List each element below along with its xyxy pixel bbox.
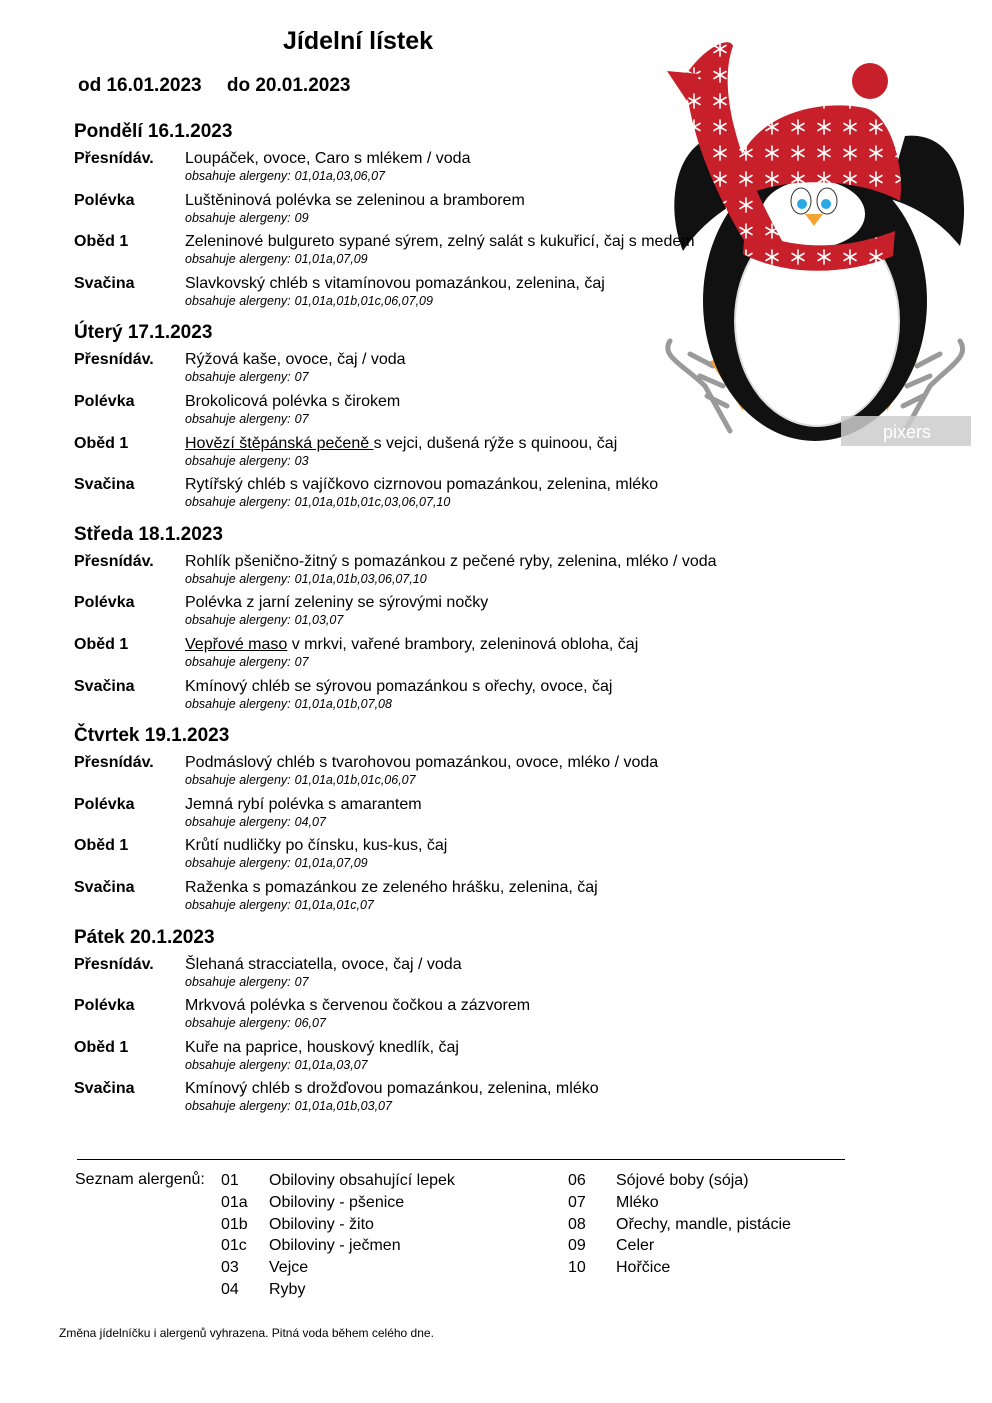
allergen-codes: 01,01a,01c,07 [294, 897, 374, 912]
meal-body [185, 1079, 834, 1121]
allergen-code: 01a [221, 1193, 248, 1211]
meal-body [185, 677, 834, 719]
meal-body [185, 635, 834, 677]
meal-type: Přesnídáv. [74, 955, 154, 973]
allergen-name: Ryby [269, 1280, 306, 1298]
meal-body [185, 795, 834, 837]
meal-type: Polévka [74, 594, 135, 612]
meal-row [74, 232, 834, 274]
meal-text: Kuře na paprice, houskový knedlík, čaj [185, 1038, 459, 1056]
divider [77, 1159, 845, 1160]
allergen-codes: 01,01a,03,07 [294, 1057, 368, 1072]
meal-body [185, 593, 834, 635]
allergen-prefix: obsahuje alergeny: [185, 814, 291, 829]
allergen-name: Celer [616, 1237, 655, 1255]
meal-row [74, 274, 834, 316]
allergen-prefix: obsahuje alergeny: [185, 897, 291, 912]
meal-text: Polévka z jarní zeleniny se sýrovými nočky [185, 594, 489, 612]
allergen-prefix: obsahuje alergeny: [185, 654, 291, 669]
meal-text: Rytířský chléb s vajíčkovo cizrnovou pomazánkou, zelenina, mléko [185, 476, 659, 494]
meal-highlight: Vepřové maso [185, 635, 288, 653]
meal-row [74, 677, 834, 719]
meal-description [185, 795, 834, 814]
meal-allergens [185, 411, 834, 427]
allergen-row [568, 1193, 791, 1215]
meal-row [74, 836, 834, 878]
allergen-name: Vejce [269, 1259, 309, 1277]
meal-row [74, 149, 834, 191]
allergen-name: Hořčice [616, 1259, 671, 1277]
allergen-prefix: obsahuje alergeny: [185, 370, 291, 385]
meal-type: Oběd 1 [74, 635, 129, 653]
allergen-codes: 01,01a,07,09 [294, 252, 368, 267]
meal-description [185, 350, 834, 369]
allergen-name: Obiloviny - žito [269, 1215, 374, 1233]
meal-type: Polévka [74, 392, 135, 410]
allergen-list-label: Seznam alergenů: [75, 1171, 205, 1188]
meal-text: Šlehaná stracciatella, ovoce, čaj / voda [185, 955, 462, 973]
meal-type: Oběd 1 [74, 837, 129, 855]
allergen-code: 06 [568, 1172, 586, 1189]
meal-description [185, 552, 834, 571]
day-section [74, 119, 834, 315]
day-heading: Čtvrtek 19.1.2023 [74, 725, 230, 747]
day-heading: Úterý 17.1.2023 [74, 322, 213, 344]
meal-text: v mrkvi, vařené brambory, zeleninová obloha, čaj [287, 635, 639, 653]
meal-row [74, 1038, 834, 1080]
meal-row [74, 434, 834, 476]
allergen-prefix: obsahuje alergeny: [185, 974, 291, 989]
allergen-column-1 [221, 1171, 455, 1302]
meal-body [185, 475, 834, 517]
meal-text: s vejci, dušená rýže s quinoou, čaj [373, 434, 618, 452]
watermark-text: pixers [882, 422, 932, 442]
allergen-row [568, 1215, 791, 1237]
allergen-prefix: obsahuje alergeny: [185, 1057, 291, 1072]
meal-description [185, 677, 834, 696]
allergen-row [221, 1171, 455, 1193]
allergen-code: 08 [568, 1215, 586, 1233]
allergen-prefix: obsahuje alergeny: [185, 453, 291, 468]
footer-note: Změna jídelníčku i alergenů vyhrazena. Pitná voda během celého dne. [59, 1326, 434, 1340]
meal-allergens [185, 251, 834, 267]
allergen-code: 01 [221, 1172, 239, 1189]
meal-type: Přesnídáv. [74, 351, 154, 369]
meal-allergens [185, 1057, 834, 1073]
meal-row [74, 795, 834, 837]
meal-row [74, 996, 834, 1038]
allergen-codes: 01,01a,03,06,07 [294, 169, 386, 183]
meal-allergens [185, 293, 834, 309]
meal-description [185, 149, 834, 168]
meal-text: Rýžová kaše, ovoce, čaj / voda [185, 351, 406, 369]
meal-description [185, 475, 834, 494]
date-from: od 16.01.2023 [78, 75, 202, 96]
allergen-row [221, 1258, 455, 1280]
meal-description [185, 1038, 834, 1057]
allergen-codes: 01,01a,01b,01c,06,07,09 [294, 293, 433, 308]
meal-text: Kmínový chléb s drožďovou pomazánkou, zelenina, mléko [185, 1080, 599, 1098]
allergen-row [221, 1215, 455, 1237]
meal-highlight: Hovězí štěpánská pečeně [185, 434, 374, 452]
meal-allergens [185, 494, 834, 510]
meal-type: Přesnídáv. [74, 754, 154, 772]
day-section [74, 320, 834, 516]
meal-description [185, 274, 834, 293]
menu-days [74, 117, 834, 1126]
meal-type: Oběd 1 [74, 1038, 129, 1056]
meal-row [74, 191, 834, 233]
meal-body [185, 392, 834, 434]
allergen-column-2 [568, 1171, 791, 1280]
allergen-code: 09 [568, 1237, 586, 1255]
meal-type: Polévka [74, 997, 135, 1015]
allergen-codes: 03 [294, 453, 309, 468]
allergen-name: Obiloviny obsahující lepek [269, 1172, 455, 1189]
day-section [74, 925, 834, 1121]
allergen-codes: 09 [294, 210, 309, 225]
meal-allergens [185, 1098, 834, 1114]
meal-row [74, 593, 834, 635]
allergen-code: 10 [568, 1259, 586, 1277]
allergen-row [568, 1236, 791, 1258]
allergen-codes: 01,01a,01b,07,08 [294, 696, 392, 711]
meal-text: Brokolicová polévka s čirokem [185, 392, 401, 410]
allergen-prefix: obsahuje alergeny: [185, 696, 291, 711]
meal-text: Loupáček, ovoce, Caro s mlékem / voda [185, 150, 471, 167]
allergen-codes: 01,01a,01b,03,07 [294, 1099, 392, 1114]
meal-allergens [185, 453, 834, 469]
allergen-name: Obiloviny - pšenice [269, 1193, 405, 1211]
allergen-prefix: obsahuje alergeny: [185, 1016, 291, 1031]
allergen-prefix: obsahuje alergeny: [185, 293, 291, 308]
day-heading: Pondělí 16.1.2023 [74, 121, 233, 142]
meal-text: Slavkovský chléb s vitamínovou pomazánkou, zelenina, čaj [185, 274, 605, 292]
meal-row [74, 635, 834, 677]
meal-text: Raženka s pomazánkou ze zeleného hrášku, zelenina, čaj [185, 878, 598, 896]
meal-description [185, 392, 834, 411]
meal-body [185, 274, 834, 316]
date-range [78, 75, 350, 97]
allergen-name: Obiloviny - ječmen [269, 1237, 401, 1255]
allergen-codes: 07 [294, 974, 309, 989]
meal-row [74, 753, 834, 795]
meal-text: Kmínový chléb se sýrovou pomazánkou s ořechy, ovoce, čaj [185, 677, 613, 695]
meal-body [185, 1038, 834, 1080]
meal-text: Podmáslový chléb s tvarohovou pomazánkou, ovoce, mléko / voda [185, 754, 659, 772]
meal-text: Rohlík pšenično-žitný s pomazánkou z pečené ryby, zelenina, mléko / voda [185, 552, 717, 570]
meal-row [74, 878, 834, 920]
allergen-codes: 01,01a,01b,01c,03,06,07,10 [294, 495, 451, 510]
allergen-code: 01c [221, 1237, 247, 1255]
meal-description [185, 836, 834, 855]
meal-allergens [185, 897, 834, 913]
meal-type: Svačina [74, 274, 135, 292]
meal-body [185, 552, 834, 594]
meal-type: Svačina [74, 677, 135, 695]
meal-allergens [185, 210, 834, 226]
meal-body [185, 878, 834, 920]
meal-text: Jemná rybí polévka s amarantem [185, 795, 422, 813]
day-heading: Středa 18.1.2023 [74, 523, 223, 545]
allergen-code: 07 [568, 1193, 586, 1211]
allergen-prefix: obsahuje alergeny: [185, 411, 291, 426]
meal-body [185, 191, 834, 233]
meal-body [185, 232, 834, 274]
meal-row [74, 1079, 834, 1121]
allergen-codes: 01,01a,07,09 [294, 856, 368, 871]
meal-row [74, 552, 834, 594]
meal-type: Svačina [74, 878, 135, 896]
day-heading: Pátek 20.1.2023 [74, 926, 215, 948]
meal-text: Zeleninové bulgureto sypané sýrem, zelný salát s kukuřicí, čaj s medem [185, 233, 695, 251]
day-section [74, 522, 834, 718]
allergen-prefix: obsahuje alergeny: [185, 252, 291, 267]
meal-type: Polévka [74, 795, 135, 813]
allergen-prefix: obsahuje alergeny: [185, 1099, 291, 1114]
page-title: Jídelní lístek [283, 27, 434, 55]
allergen-prefix: obsahuje alergeny: [185, 613, 291, 628]
meal-description [185, 753, 834, 772]
meal-description [185, 434, 834, 453]
allergen-row [568, 1258, 791, 1280]
meal-allergens [185, 814, 834, 830]
meal-description [185, 878, 834, 897]
meal-allergens [185, 1015, 834, 1031]
allergen-prefix: obsahuje alergeny: [185, 169, 291, 183]
meal-allergens [185, 974, 834, 990]
allergen-code: 04 [221, 1280, 239, 1298]
allergen-codes: 01,01a,01b,01c,06,07 [294, 773, 416, 788]
meal-description [185, 593, 834, 612]
allergen-prefix: obsahuje alergeny: [185, 856, 291, 871]
meal-row [74, 392, 834, 434]
allergen-codes: 04,07 [294, 814, 326, 829]
meal-body [185, 955, 834, 997]
allergen-code: 01b [221, 1215, 248, 1233]
meal-description [185, 955, 834, 974]
meal-type: Oběd 1 [74, 233, 129, 251]
allergen-row [221, 1280, 455, 1302]
meal-type: Polévka [74, 191, 135, 209]
allergen-prefix: obsahuje alergeny: [185, 773, 291, 788]
allergen-codes: 06,07 [294, 1016, 326, 1031]
allergen-codes: 01,03,07 [294, 613, 344, 628]
meal-description [185, 191, 834, 210]
allergen-row [568, 1171, 791, 1193]
date-to: do 20.01.2023 [226, 75, 351, 96]
meal-description [185, 996, 834, 1015]
meal-allergens [185, 168, 834, 184]
allergen-codes: 01,01a,01b,03,06,07,10 [294, 571, 427, 586]
meal-allergens [185, 571, 834, 587]
meal-row [74, 955, 834, 997]
allergen-code: 03 [221, 1259, 239, 1277]
meal-type: Přesnídáv. [74, 150, 154, 167]
allergen-row [221, 1193, 455, 1215]
allergen-name: Sójové boby (sója) [616, 1172, 749, 1189]
allergen-codes: 07 [294, 370, 309, 385]
allergen-name: Ořechy, mandle, pistácie [616, 1215, 791, 1233]
meal-type: Oběd 1 [74, 434, 129, 452]
day-section [74, 723, 834, 919]
allergen-row [221, 1236, 455, 1258]
allergen-name: Mléko [616, 1193, 659, 1211]
meal-description [185, 635, 834, 654]
allergen-codes: 07 [294, 654, 309, 669]
allergen-prefix: obsahuje alergeny: [185, 571, 291, 586]
meal-allergens [185, 654, 834, 670]
meal-body [185, 149, 834, 191]
meal-body [185, 753, 834, 795]
meal-row [74, 475, 834, 517]
meal-body [185, 996, 834, 1038]
meal-body [185, 434, 834, 476]
meal-allergens [185, 696, 834, 712]
meal-allergens [185, 369, 834, 385]
allergen-prefix: obsahuje alergeny: [185, 495, 291, 510]
meal-description [185, 232, 834, 251]
meal-allergens [185, 612, 834, 628]
meal-text: Luštěninová polévka se zeleninou a bramborem [185, 191, 525, 209]
meal-description [185, 1079, 834, 1098]
meal-text: Krůtí nudličky po čínsku, kus-kus, čaj [185, 837, 448, 855]
meal-text: Mrkvová polévka s červenou čočkou a zázvorem [185, 997, 531, 1015]
meal-row [74, 350, 834, 392]
meal-allergens [185, 855, 834, 871]
meal-type: Přesnídáv. [74, 552, 154, 570]
meal-allergens [185, 772, 834, 788]
meal-type: Svačina [74, 476, 135, 494]
meal-type: Svačina [74, 1080, 135, 1098]
meal-body [185, 836, 834, 878]
meal-body [185, 350, 834, 392]
allergen-prefix: obsahuje alergeny: [185, 210, 291, 225]
allergen-codes: 07 [294, 411, 309, 426]
